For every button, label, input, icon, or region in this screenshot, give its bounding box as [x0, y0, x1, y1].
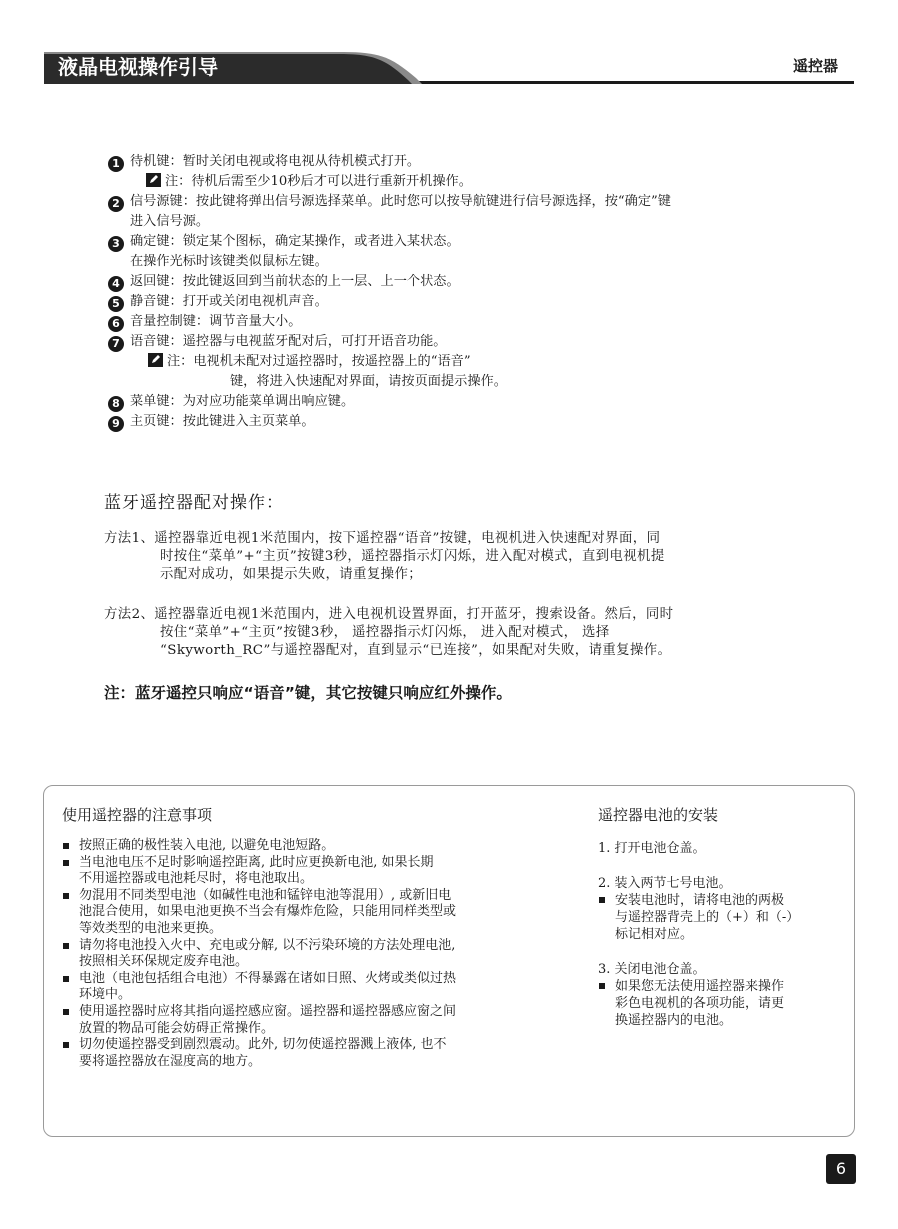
list-item: 4 返回键：按此键返回到当前状态的上一层、上一个状态。: [108, 272, 868, 292]
number-badge: 4: [108, 276, 124, 292]
list-item: 使用遥控器时应将其指向遥控感应窗。遥控器和遥控器感应窗之间 放置的物品可能会妨碍正常操作。: [62, 1004, 582, 1037]
battery-install-heading: 遥控器电池的安装: [598, 806, 719, 824]
list-item: 7 语音键：遥控器与电视蓝牙配对后，可打开语音功能。: [108, 332, 868, 352]
battery-step-3: 3. 关闭电池仓盖。: [598, 962, 706, 977]
list-item: 6 音量控制键：调节音量大小。: [108, 312, 868, 332]
list-item-continuation: 在操作光标时该键类似鼠标左键。: [130, 254, 328, 269]
page-number: 6: [826, 1154, 856, 1184]
list-item: 9 主页键：按此键进入主页菜单。: [108, 412, 868, 432]
number-badge: 1: [108, 156, 124, 172]
number-badge: 3: [108, 236, 124, 252]
precautions-list: [62, 838, 582, 1070]
list-item: 2 信号源键：按此键将弹出信号源选择菜单。此时您可以按导航键进行信号源选择，按“确定”键: [108, 192, 868, 212]
list-item: 如果您无法使用遥控器来操作 彩色电视机的各项功能，请更 换遥控器内的电池。: [598, 978, 848, 1029]
note-pencil-icon: [146, 173, 161, 187]
bluetooth-note: 注：蓝牙遥控只响应“语音”键，其它按键只响应红外操作。: [104, 684, 512, 702]
number-badge: 2: [108, 196, 124, 212]
number-badge: 5: [108, 296, 124, 312]
list-item: 1 待机键：暂时关闭电视或将电视从待机模式打开。: [108, 152, 868, 172]
pairing-method-2: 方法2、遥控器靠近电视1米范围内，进入电视机设置界面，打开蓝牙，搜索设备。然后，同时 按住“菜单”+“主页”按键3秒， 遥控器指示灯闪烁， 进入配对模式， 选择 “Skyworth_RC”与遥控器配对，直到显示“已连接”，如果配对失败，请重复操作。: [104, 607, 674, 658]
key-descriptions: [108, 152, 868, 432]
number-badge: 8: [108, 396, 124, 412]
bluetooth-pairing-title: 蓝牙遥控器配对操作：: [104, 493, 284, 513]
note-continuation: 键，将进入快速配对界面，请按页面提示操作。: [230, 374, 507, 389]
number-badge: 7: [108, 336, 124, 352]
number-badge: 9: [108, 416, 124, 432]
list-item: 3 确定键：锁定某个图标，确定某操作，或者进入某状态。: [108, 232, 868, 252]
note-pencil-icon: [148, 353, 163, 367]
list-item: 电池（电池包括组合电池）不得暴露在诸如日照、火烤或类似过热 环境中。: [62, 971, 582, 1004]
list-item: 当电池电压不足时影响遥控距离, 此时应更换新电池, 如果长期 不用遥控器或电池耗尽时，将电池取出。: [62, 855, 582, 888]
list-item: 8 菜单键：为对应功能菜单调出响应键。: [108, 392, 868, 412]
battery-step-1: 1. 打开电池仓盖。: [598, 841, 706, 856]
note-line: 注：电视机未配对过遥控器时，按遥控器上的“语音”: [108, 352, 868, 372]
list-item: 切勿使遥控器受到剧烈震动。此外, 切勿使遥控器溅上液体, 也不 要将遥控器放在湿度高的地方。: [62, 1037, 582, 1070]
list-item: 5 静音键：打开或关闭电视机声音。: [108, 292, 868, 312]
list-item: 安装电池时，请将电池的两极 与遥控器背壳上的（+）和（-） 标记相对应。: [598, 892, 848, 943]
list-item: 勿混用不同类型电池（如碱性电池和锰锌电池等混用）, 或新旧电 池混合使用，如果电池更换不当会有爆炸危险，只能用同样类型或 等效类型的电池来更换。: [62, 888, 582, 938]
precautions-heading: 使用遥控器的注意事项: [62, 806, 213, 824]
note-line: 注：待机后需至少10秒后才可以进行重新开机操作。: [108, 172, 868, 192]
page-header-title: 液晶电视操作引导: [58, 55, 218, 79]
list-item: 请勿将电池投入火中、充电或分解, 以不污染环境的方法处理电池, 按照相关环保规定废弃电池。: [62, 938, 582, 971]
battery-step-2: 2. 装入两节七号电池。: [598, 876, 732, 891]
list-item-continuation: 进入信号源。: [130, 214, 210, 229]
section-title: 遥控器: [792, 57, 838, 75]
battery-install-steps: [598, 840, 848, 1029]
number-badge: 6: [108, 316, 124, 332]
pairing-method-1: 方法1、遥控器靠近电视1米范围内，按下遥控器“语音”按键，电视机进入快速配对界面，同 时按住“菜单”+“主页”按键3秒，遥控器指示灯闪烁，进入配对模式，直到电视机提 示配对成功，如果提示失败，请重复操作；: [104, 531, 665, 582]
list-item: 按照正确的极性装入电池, 以避免电池短路。: [62, 838, 582, 855]
